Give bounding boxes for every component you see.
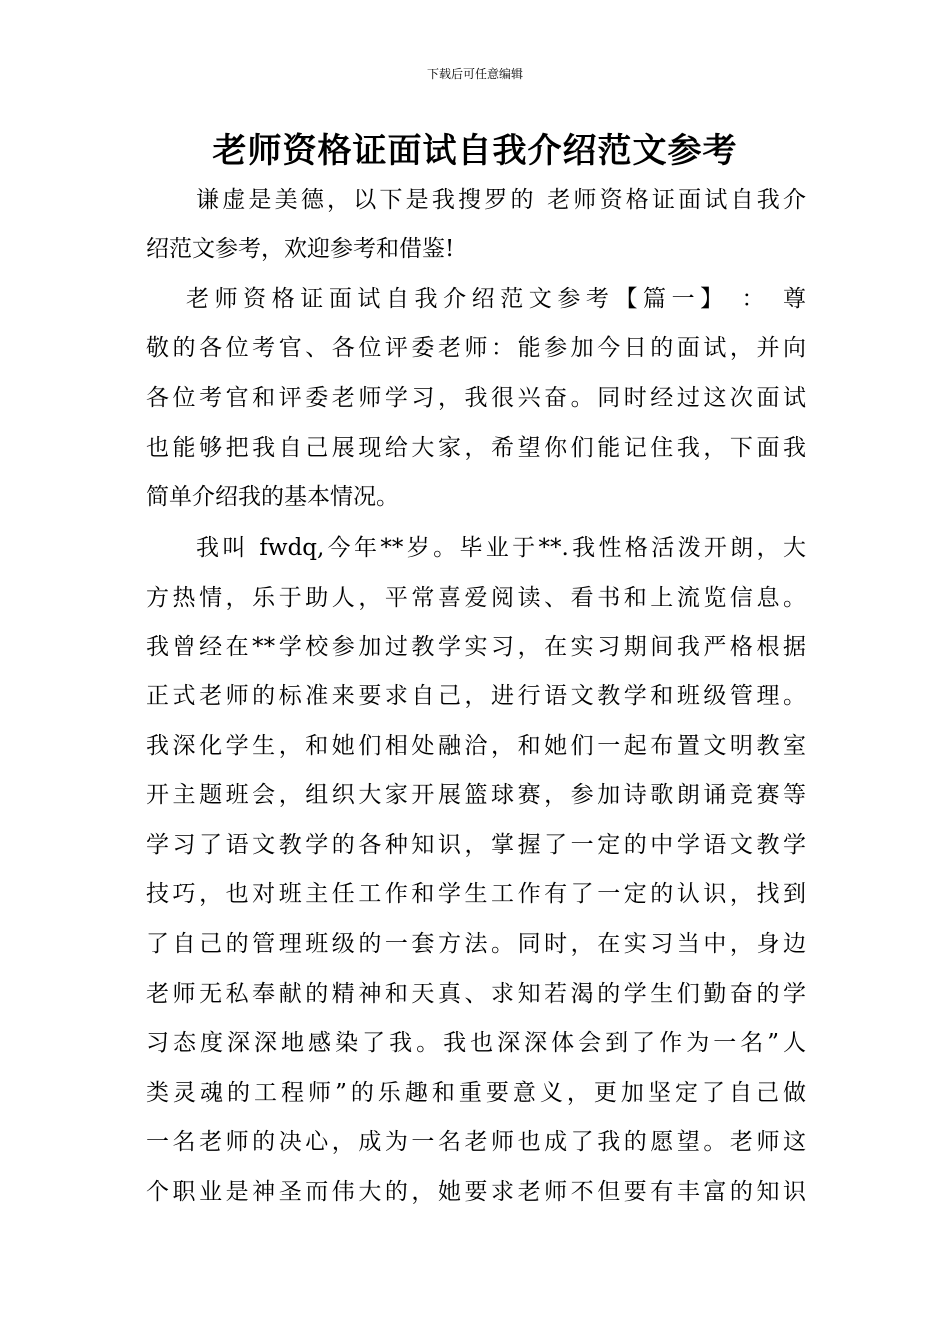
body-line-16: 了自己的管理班级的一套方法。同时，在实习当中，身边 [146,931,806,957]
body-line-12: 我深化学生，和她们相处融洽，和她们一起布置文明教室 [146,733,806,759]
body-line-5: 各位考官和评委老师学习，我很兴奋。同时经过这次面试 [146,385,806,411]
body-line-19: 类灵魂的工程师”的乐趣和重要意义，更加坚定了自己做 [146,1080,806,1106]
body-line-9: 方热情，乐于助人，平常喜爱阅读、看书和上流览信息。 [146,585,806,611]
body-line-11: 正式老师的标准来要求自己，进行语文教学和班级管理。 [146,683,806,709]
body-line-18: 习态度深深地感染了我。我也深深体会到了作为一名”人 [146,1030,806,1056]
body-line-21: 个职业是神圣而伟大的，她要求老师不但要有丰富的知识 [146,1179,806,1205]
body-line-10: 我曾经在**学校参加过教学实习，在实习期间我严格根据 [146,634,806,660]
body-line-6: 也能够把我自己展现给大家，希望你们能记住我，下面我 [146,435,806,461]
body-line-1: 谦虚是美德，以下是我搜罗的 老师资格证面试自我介 [196,187,806,213]
body-line-4: 敬的各位考官、各位评委老师：能参加今日的面试，并向 [146,335,806,361]
body-line-14: 学习了语文教学的各种知识，掌握了一定的中学语文教学 [146,832,806,858]
document-title: 老师资格证面试自我介绍范文参考 [212,131,738,171]
body-line-7: 简单介绍我的基本情况。 [146,484,399,510]
body-line-2: 绍范文参考，欢迎参考和借鉴! [146,236,455,262]
body-line-13: 开主题班会，组织大家开展篮球赛，参加诗歌朗诵竞赛等 [146,782,806,808]
body-line-15: 技巧，也对班主任工作和学生工作有了一定的认识，找到 [146,881,806,907]
body-line-17: 老师无私奉献的精神和天真、求知若渴的学生们勤奋的学 [146,981,806,1007]
body-line-20: 一名老师的决心，成为一名老师也成了我的愿望。老师这 [146,1129,806,1155]
page-header-note: 下载后可任意编辑 [426,67,523,81]
body-line-3: 老师资格证面试自我介绍范文参考【篇一】 ： 尊 [186,286,806,312]
body-line-8: 我叫 fwdq,今年**岁。毕业于**.我性格活泼开朗，大 [196,535,806,561]
